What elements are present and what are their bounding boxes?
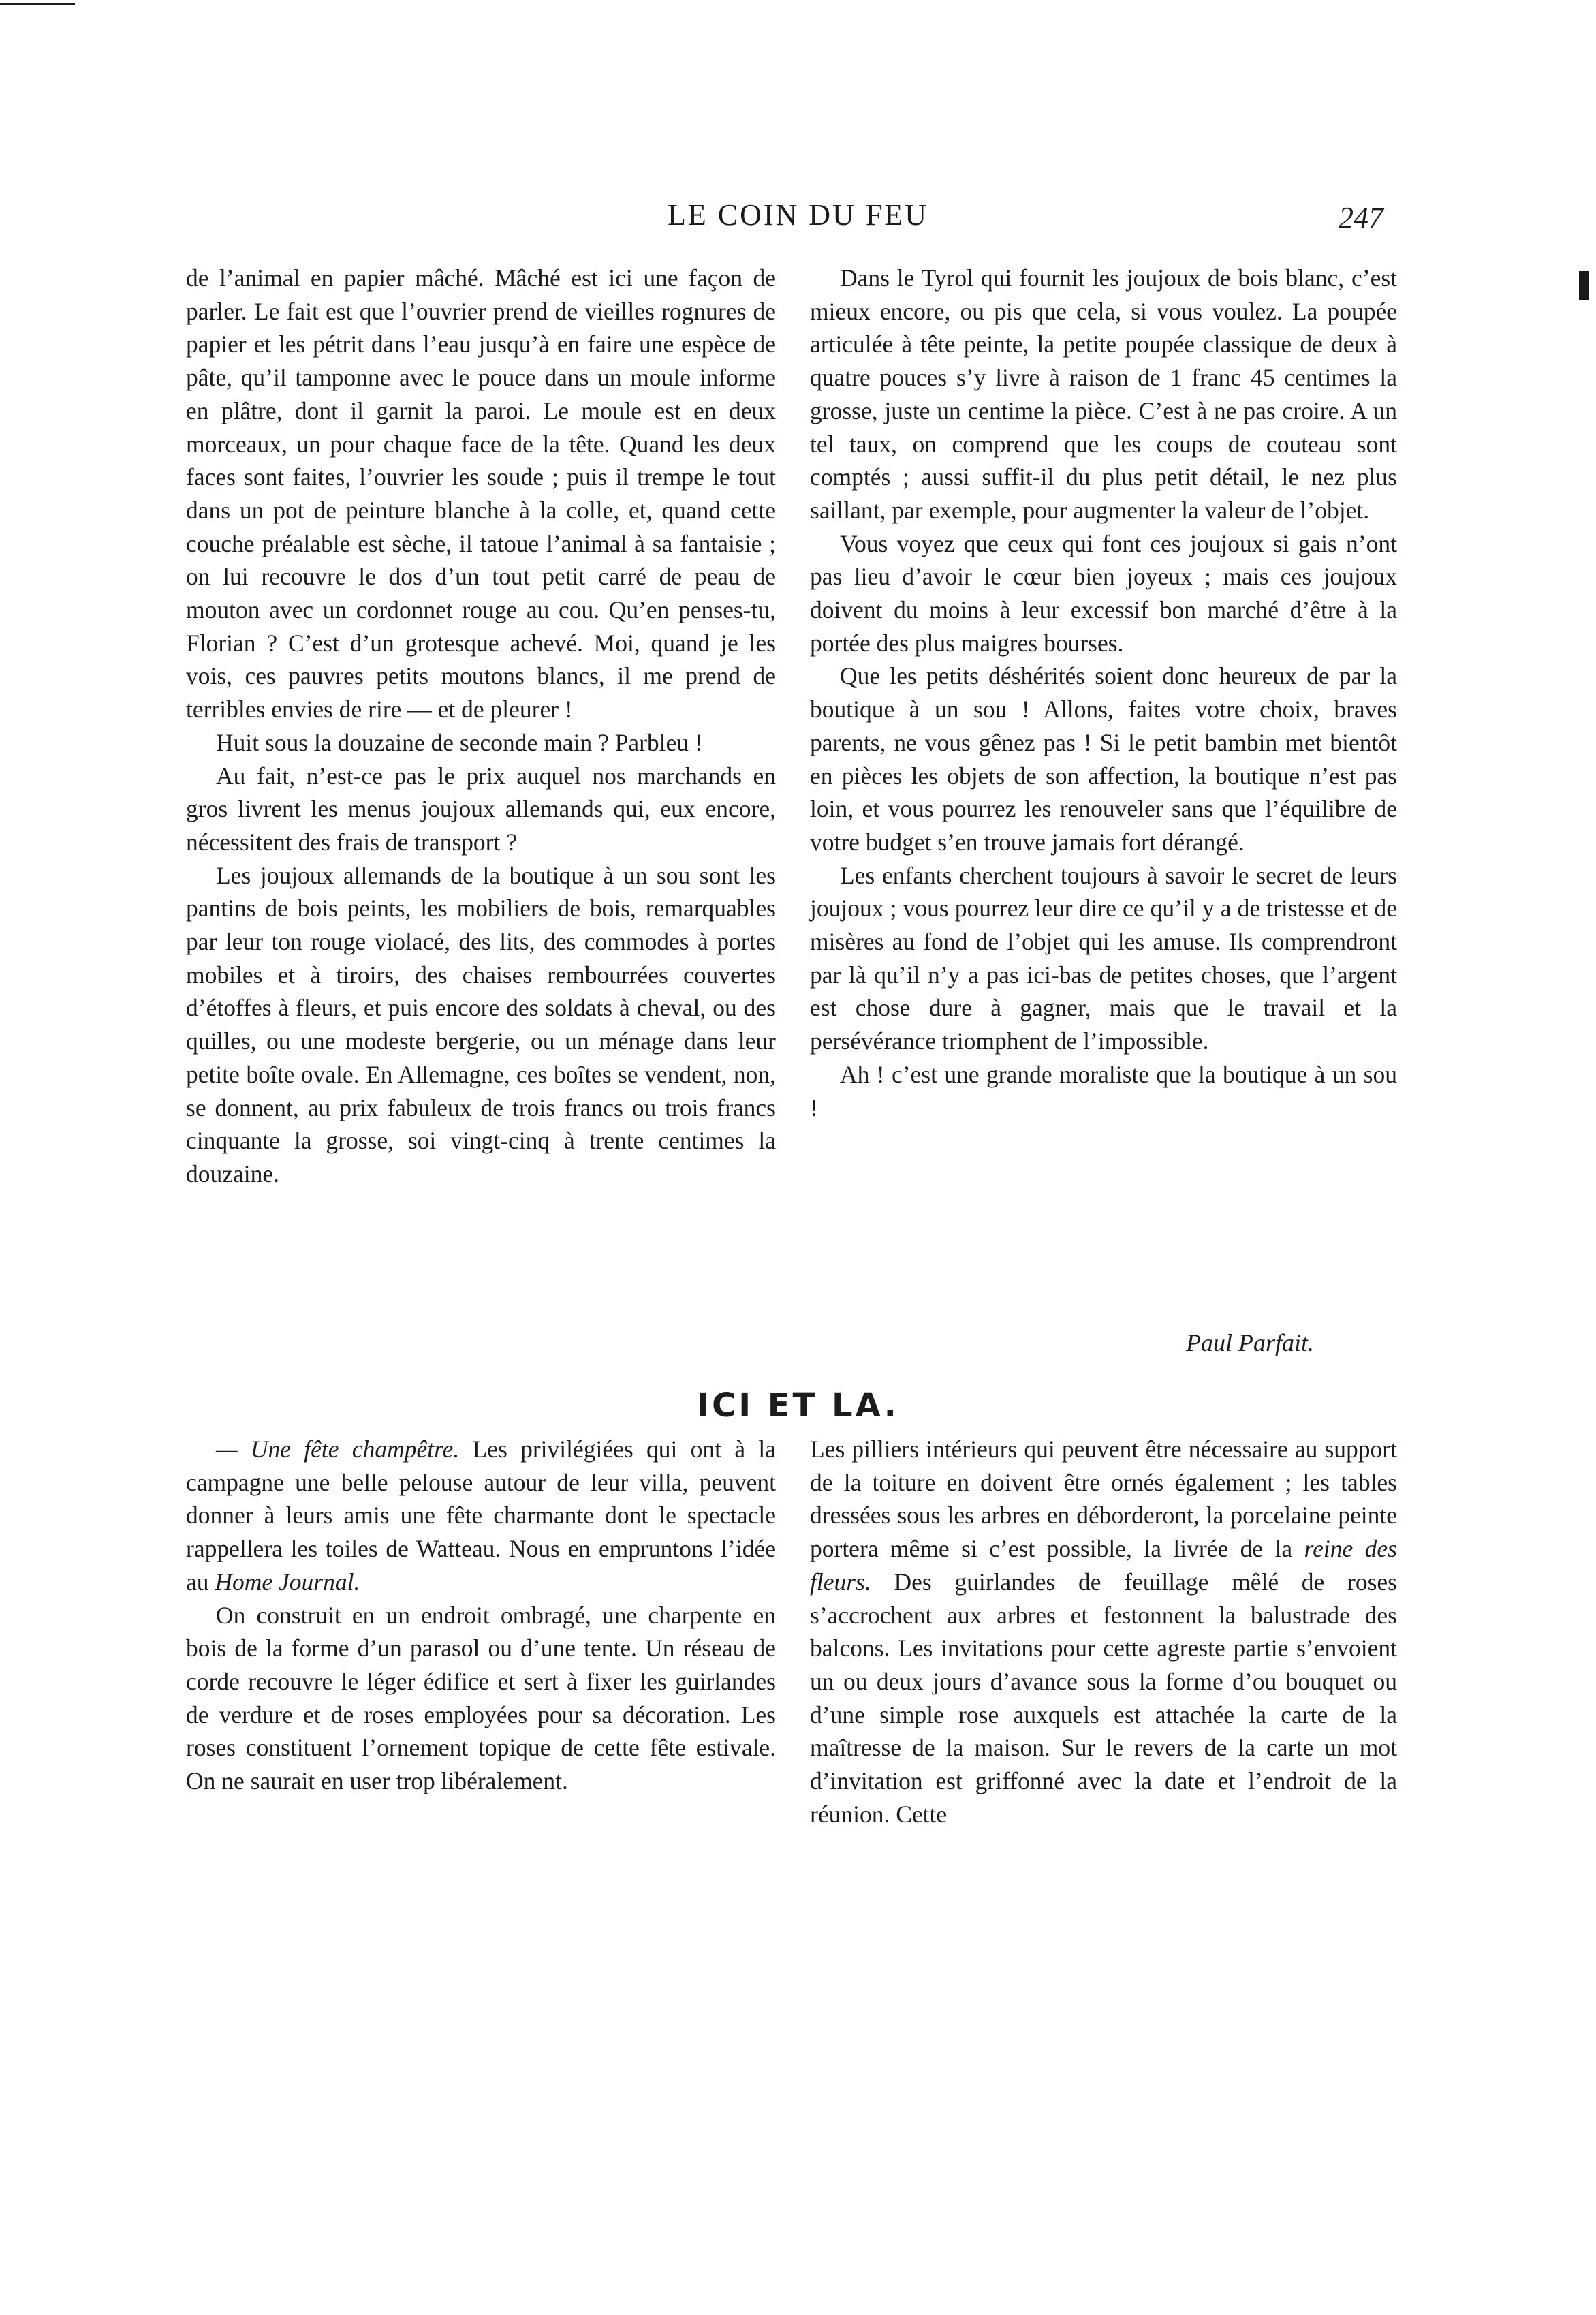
text-run: Les pilliers intérieurs qui peuvent être nécessaire au support de la toiture en doivent être ornés également ; les tables dressées sous les arbres en déborderont, la porcelaine peinte portera même si c’est possible, la livrée de la [810, 1435, 1397, 1563]
paragraph: Au fait, n’est-ce pas le prix auquel nos marchands en gros livrent les menus joujoux allemands qui, eux encore, nécessitent des frais de transport ? [186, 762, 776, 856]
page-header [0, 198, 1596, 238]
paragraph: Que les petits déshérités soient donc heureux de par la boutique à un sou ! Allons, faites votre choix, braves parents, ne vous gênez pas ! Si le petit bambin met bientôt en pièces les objets de son affection, la boutique n’est pas loin, et vous pourrez les renouveler sans que l’équilibre de votre budget s’en trouve jamais fort dérangé. [810, 662, 1397, 856]
italic-phrase: reine des fleurs. [810, 1535, 1398, 1596]
paragraph [186, 1433, 776, 1599]
paragraph [810, 1433, 1397, 1831]
running-title: LE COIN DU FEU [668, 198, 928, 232]
text-run: Des guirlandes de feuillage mêlé de roses s’accrochent aux arbres et festonnent la balustrade des balcons. Les invitations pour cette agreste partie s’envoient un ou deux jours d’avance sous la forme d’ou bouquet ou d’une simple rose auxquels est attachée la carte de la maîtresse de la maison. Sur le revers de la carte un mot d’invitation est griffonné avec la date et l’endroit de la réunion. Cette [810, 1568, 1397, 1828]
paragraph: Dans le Tyrol qui fournit les joujoux de bois blanc, c’est mieux encore, ou pis que cela, si vous voulez. La poupée articulée à tête peinte, la petite poupée classique de deux à quatre pouces s’y livre à raison de 1 franc 45 centimes la grosse, juste un centime la pièce. C’est à ne pas croire. A un tel taux, on comprend que les coups de couteau sont comptés ; aussi suffit-il du plus petit détail, le nez plus saillant, par exemple, pour augmenter la valeur de l’objet. [810, 264, 1397, 524]
subtitle-italic: — Une fête champêtre. [216, 1435, 460, 1463]
author-signature: Paul Parfait. [1186, 1329, 1314, 1356]
margin-edge-mark [1579, 271, 1589, 300]
section-column-right [810, 1433, 1397, 1831]
paragraph: On construit en un endroit ombragé, une charpente en bois de la forme d’un parasol ou d’une tente. Un réseau de corde recouvre le léger édifice et sert à fixer les guirlandes de verdure et de roses employées pour sa décoration. Les roses constituent l’ornement topique de cette fête estivale. On ne saurait en user trop libéralement. [186, 1601, 776, 1795]
top-edge-rule [0, 3, 75, 5]
paragraph: Vous voyez que ceux qui font ces joujoux si gais n’ont pas lieu d’avoir le cœur bien joyeux ; mais ces joujoux doivent du moins à leur excessif bon marché d’être à la portée des plus maigres bourses. [810, 529, 1397, 657]
paragraph: Les joujoux allemands de la boutique à un sou sont les pantins de bois peints, les mobiliers de bois, remarquables par leur ton rouge violacé, des lits, des commodes à portes mobiles et à tiroirs, des chaises rembourrées couvertes d’étoffes à fleurs, et puis encore des soldats à cheval, ou des quilles, ou une modeste bergerie, ou un ménage dans leur petite boîte ovale. En Allemagne, ces boîtes se vendent, non, se donnent, au prix fabuleux de trois francs ou trois francs cinquante la grosse, soi vingt-cinq à trente centimes la douzaine. [186, 861, 776, 1187]
article-column-right [810, 262, 1397, 1124]
paragraph: Les enfants cherchent toujours à savoir le secret de leurs joujoux ; vous pourrez leur dire ce qu’il y a de tristesse et de misères au fond de l’objet qui les amuse. Ils comprendront par là qu’il n’y a pas ici-bas de petites choses, que l’argent est chose dure à gagner, mais que le travail et la persévérance triomphent de l’impossible. [810, 861, 1397, 1055]
article-column-left [186, 262, 776, 1191]
paragraph: de l’animal en papier mâché. Mâché est ici une façon de parler. Le fait est que l’ouvrier prend de vieilles rognures de papier et les pétrit dans l’eau jusqu’à en faire une espèce de pâte, qu’il tamponne avec le pouce dans un moule informe en plâtre, dont il garnit la paroi. Le moule est en deux morceaux, un pour chaque face de la tête. Quand les deux faces sont faites, l’ouvrier les soude ; puis il trempe le tout dans un pot de peinture blanche à la colle, et, quand cette couche préalable est sèche, il tatoue l’animal à sa fantaisie ; on lui recouvre le dos d’un tout petit carré de peau de mouton avec un cordonnet rouge au cou. Qu’en penses-tu, Florian ? C’est d’un grotesque achevé. Moi, quand je les vois, ces pauvres petits moutons blancs, il me prend de terribles envies de rire — et de pleurer ! [186, 264, 776, 724]
source-italic: Home Journal. [215, 1568, 360, 1596]
paragraph: Ah ! c’est une grande moraliste que la boutique à un sou ! [810, 1060, 1397, 1121]
section-column-left [186, 1433, 776, 1798]
page-number: 247 [1339, 201, 1383, 234]
paragraph: Huit sous la douzaine de seconde main ? Parbleu ! [216, 728, 703, 756]
text-run: Les privilégiées qui ont à la campagne une belle pelouse autour de leur villa, peuvent donner à leurs amis une fête charmante dont le spectacle rappellera les toiles de Watteau. Nous en empruntons l’idée au [186, 1435, 777, 1596]
section-title: ICI ET LA. [697, 1386, 899, 1425]
